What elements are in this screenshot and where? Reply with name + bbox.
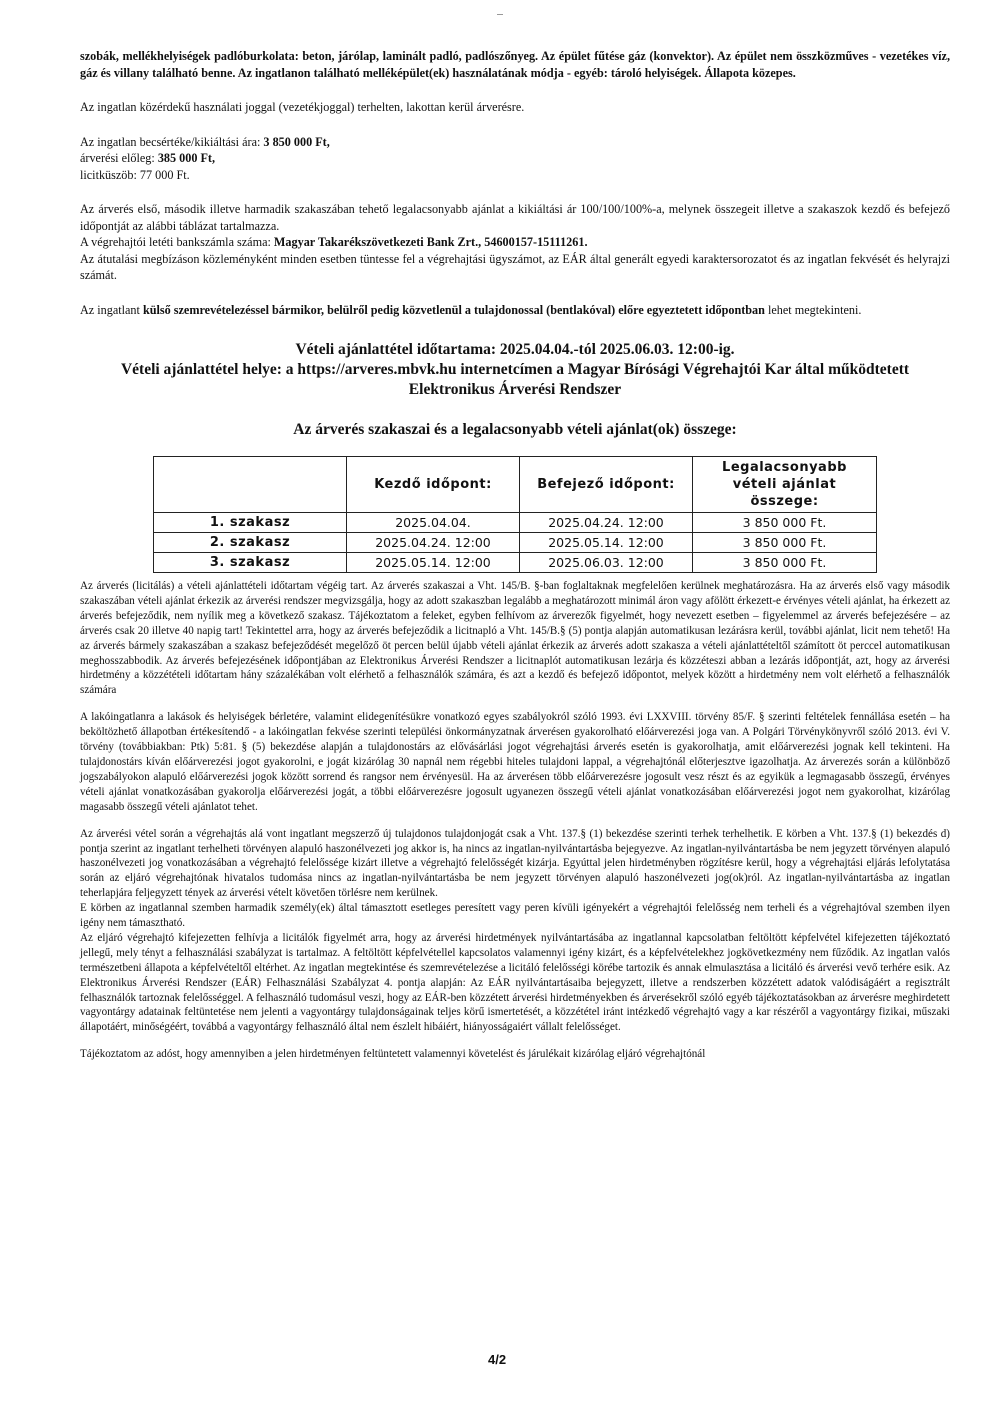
third-party-paragraph: E körben az ingatlannal szemben harmadik személy(ek) által támasztott esetleges peresített vagy peren kívüli igényekért a végrehajtói felelősség nem terheli és a végrehajtóval szemben ilyen igény nem támasztható.	[80, 902, 950, 930]
price-deposit	[80, 150, 950, 167]
deposit-label: árverési előleg:	[80, 151, 155, 165]
table-header-blank	[154, 457, 347, 513]
offer-period-heading: Vételi ajánlattétel időtartama: 2025.04.04.-tól 2025.06.03. 12:00-ig.	[295, 341, 735, 358]
stage-label: 1. szakasz	[154, 513, 347, 533]
step-value: 77 000 Ft.	[139, 167, 190, 182]
stage-label: 3. szakasz	[154, 553, 347, 573]
bank-label: A végrehajtói letéti bankszámla száma:	[80, 235, 271, 249]
table-header-min-offer: Legalacsonyabb vételi ajánlat összege:	[693, 457, 877, 513]
viewing-bold: külső szemrevételezéssel bármikor, belülről pedig közvetlenül a tulajdonossal (bentlakóval) előre egyeztetett időpontban	[142, 302, 765, 317]
table-title: Az árverés szakaszai és a legalacsonyabb vételi ajánlat(ok) összege:	[293, 421, 737, 438]
transfer-note: Az átutalási megbízáson közleményként minden esetben tüntesse fel a végrehajtási ügyszámot, az EÁR által generált egyedi karaktersorozatot és az ingatlan fekvését és helyrajzi számát.	[80, 251, 950, 282]
stage-min-offer: 3 850 000 Ft.	[693, 513, 877, 533]
offer-place-heading: Vételi ajánlattétel helye: a https://arveres.mbvk.hu internetcímen a Magyar Bírósági Végrehajtói Kar által működtetett Elektronikus Árverési Rendszer	[120, 361, 910, 398]
table-header-end: Befejező időpont:	[520, 457, 693, 513]
step-label: licitküszöb:	[80, 167, 137, 182]
viewing-post: lehet megtekinteni.	[767, 302, 862, 317]
price-estimate	[80, 134, 950, 151]
bank-value: Magyar Takarékszövetkezeti Bank Zrt., 54600157-15111261.	[273, 235, 588, 249]
estimate-label: Az ingatlan becsértéke/kikiáltási ára:	[80, 134, 261, 149]
stage-start: 2025.04.24. 12:00	[347, 533, 520, 553]
stage-min-offer: 3 850 000 Ft.	[693, 553, 877, 573]
table-row	[154, 553, 877, 573]
bank-account	[80, 234, 950, 251]
estimate-value: 3 850 000 Ft,	[263, 134, 330, 149]
page-number: 4/2	[488, 1352, 507, 1367]
preemption-paragraph: A lakóingatlanra a lakások és helyiségek bérletére, valamint elidegenítésükre vonatkozó egyes szabályokról szóló 1993. évi LXXVIII. törvény 85/F. § szerinti feltételek fennállása esetén – ha beköltözhető állapotban értékesítendő - a lakóingatlan fekvése szerinti települési önkormányzatnak árverésen gyakorolható előárverezési joga van. A Polgári Törvénykönyvről szóló 2013. évi V. törvény (továbbiakban: Ptk) 5:81. § (5) bekezdése alapján a tulajdonostárs az elővásárlási jogot végrehajtási árverés esetén is gyakorolhatja, amit előárverezési jognak kell tekinteni. Ha tulajdonostárs kíván előárverezési jogot gyakorolni, e jogát kizárólag 30 napnál nem régebbi hiteles tulajdoni lappal, a végrehajtónál előterjesztve igazolhatja. Az árverezés során a különböző jogszabályokon alapuló előárverezési jogok között sorrend és rangsor nem érvényesül. Ha az árverésen több előárverezésre jogosult vesz részt és az egyikük a legmagasabb összegű, érvényes vételi ajánlat vonatkozásában gyakorolja előárverezési jogát, a többi előárverezésre jogosult ugyanezen összegű vételi ajánlat vonatkozásában előárverezési jogot nem gyakorolhat, kizárólag magasabb összegű vételi ajánlatot tehet.	[80, 711, 950, 813]
property-description: szobák, mellékhelyiségek padlóburkolata: beton, járólap, laminált padló, padlószőnyeg. Az épület fűtése gáz (konvektor). Az épület nem összközműves - vezetékes víz, gáz és villany található benne. Az ingatlanon található melléképület(ek) használatának módja - egyéb: tároló helyiségek. Állapota közepes.	[80, 49, 950, 80]
table-row	[154, 513, 877, 533]
stage-start: 2025.04.04.	[347, 513, 520, 533]
stage-start: 2025.05.14. 12:00	[347, 553, 520, 573]
acquirer-paragraph: Az árverési vétel során a végrehajtás alá vont ingatlant megszerző új tulajdonos tulajdonjogát csak a Vht. 137.§ (1) bekezdése szerinti terhek terhelhetik. E körben a Vht. 137.§ (1) bekezdés d) pontja szerint az ingatlant terhelheti törvényen alapuló haszonélvezeti jog akkor is, ha nincs az ingatlan-nyilvántartásba bejegyezve. Az ingatlan-nyilvántartásba be nem jegyzett törvényen alapuló haszonélvezeti jog vonatkozásában a végrehajtó felelőssége kizárt illetve a végrehajtó felelősségét kizárja. Egyúttal jelen hirdetményben rögzítésre kerül, hogy a végrehajtási eljárás lefolytatása során az eljáró végrehajtónak hivatalos tudomása nincs az ingatlan-nyilvántartásba be nem jegyzett törvényen alapuló haszonélvezeti jog(ok)ról. Az ingatlan-nyilvántartásba az ingatlan teherlapjára feljegyzett tények az árverési vételt követően törlésre nem kerülnek.	[80, 827, 950, 900]
min-offer-text: Az árverés első, második illetve harmadik szakaszában tehető legalacsonyabb ajánlat a kikiáltási ár 100/100/100%-a, melynek összegeit illetve a szakaszok kezdő és befejező időpontját az alábbi táblázat tartalmazza.	[80, 202, 950, 233]
stage-min-offer: 3 850 000 Ft.	[693, 533, 877, 553]
stage-end: 2025.04.24. 12:00	[520, 513, 693, 533]
stage-end: 2025.06.03. 12:00	[520, 553, 693, 573]
table-header-start: Kezdő időpont:	[347, 457, 520, 513]
photos-paragraph: Az eljáró végrehajtó kifejezetten felhívja a licitálók figyelmét arra, hogy az árverési hirdetmények nyilvántartásába az ingatlannal kapcsolatban feltöltött képfelvétel kifejezetten tájékoztató jellegű, mely tényt a felhasználási szabályzat is tartalmaz. A feltöltött képfelvétellel kapcsolatos valamennyi igény kizárt, és a képfelvételekhez jogkövetkezmény nem fűződik. Az ingatlan valós természetbeni állapota a képfelvételtől eltérhet. Az ingatlan megtekintése és szemrevételezése a licitáló felelősségi körébe tartozik és annak elmulasztása a licitáló és árverési vevő terhére esik. Az Elektronikus Árverési Rendszer (EÁR) Felhasználási Szabályzat 4. pontja alapján: Az EÁR nyilvántartásaiba bejegyzett, illetve a rendszerben közzétett adatok valódiságáért a regisztrált felhasználók tartoznak felelősséggel. A felhasználó tudomásul veszi, hogy az EÁR-ben közzétett árverési hirdetményekben és árverésekről szóló egyéb tájékoztatásokban az árverésre meghirdetett vagyontárgy adatainak feltüntetése nem jelenti a vagyontárgy tulajdonságainak teljes körű ismertetését, a közzététel iránt intézkedő végrehajtó vagy a kar részéről a vagyontárgy fizikai, műszaki állapotáért, minőségéért, továbbá a vagyontárgy felhasználó által nem észlelt hibáiért, hiányosságaiért vállalt felelősséget.	[80, 931, 950, 1034]
document-page	[80, 0, 950, 1062]
price-step	[80, 167, 950, 184]
viewing-text	[80, 302, 950, 319]
table-header-row	[154, 457, 877, 513]
debtor-notice-paragraph: Tájékoztatom az adóst, hogy amennyiben a jelen hirdetményen feltüntetett valamennyi követelést és járulékait kizárólag eljáró végrehajtónál	[80, 1048, 706, 1061]
table-row	[154, 533, 877, 553]
stage-label: 2. szakasz	[154, 533, 347, 553]
stage-end: 2025.05.14. 12:00	[520, 533, 693, 553]
viewing-pre: Az ingatlant	[80, 302, 140, 317]
stages-table	[153, 456, 877, 573]
auction-rules-paragraph: Az árverés (licitálás) a vételi ajánlattételi időtartam végéig tart. Az árverés szakaszai a Vht. 145/B. §-ban foglaltaknak megfelelően kerülnek meghatározásra. Ha az árverés első vagy második szakaszában vételi ajánlat érkezik az árverési rendszer megvizsgálja, hogy az adott szakaszban legalább a meghatározott minimál áron vagy afölött érkezett-e érvényes vételi ajánlat, ha érkezett az árverés befejeződik, nem nyílik meg a következő szakasz. Tájékoztatom a feleket, egyben felhívom az árverezők figyelmét, hogy nevezett esetben – figyelemmel az árverés befejezésére – az árverés csak 20 illetve 40 napig tart! Tekintettel arra, hogy az árverés befejeződik a licitnapló a Vht. 145/B.§ (5) pontja alapján automatikusan lezárásra kerül, további ajánlat, licit nem tehető! Ha az árverés bármely szakaszában a szakasz befejeződését megelőző öt percen belül újabb vételi ajánlat érkezik az árverés adott szakasza a vételi ajánlattételtől számított öt perccel automatikusan meghosszabbodik. Az árverés befejezésének időpontjában az Elektronikus Árverési Rendszer a licitnaplót automatikusan lezárja és közzéteszi abban a lezárás időpontját, azt, hogy az árverési hirdetmény a közzétételi időtartam hány százalékában volt elérhető a felhasználók számára, és azt a kezdő és befejező időpontot, melyek között a hirdetmény nem volt elérhető a felhasználók számára	[80, 580, 950, 697]
deposit-value: 385 000 Ft,	[157, 151, 216, 165]
encumbrance-text: Az ingatlan közérdekű használati joggal (vezetékjoggal) terhelten, lakottan kerül árverésre.	[80, 100, 525, 114]
